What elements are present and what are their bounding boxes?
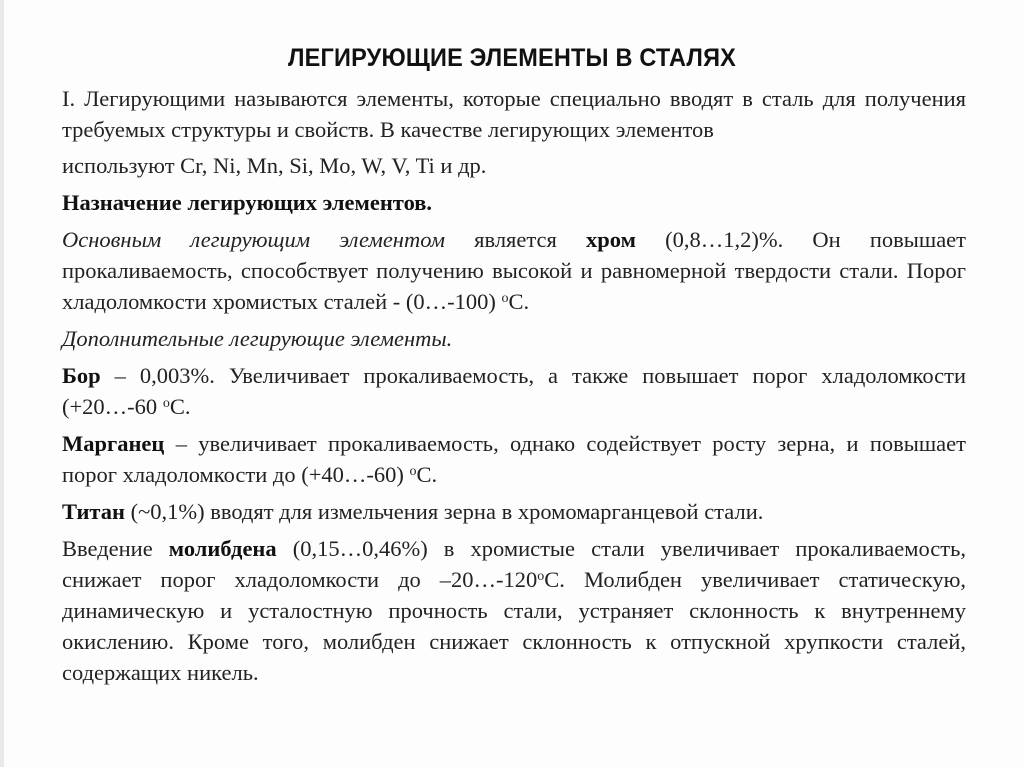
chrome-paragraph — [62, 224, 966, 317]
slide-title: ЛЕГИРУЮЩИЕ ЭЛЕМЕНТЫ В СТАЛЯХ — [287, 44, 737, 72]
molybdenum-name: молибдена — [168, 536, 277, 561]
boron-degree: о — [162, 396, 170, 411]
titanium-paragraph — [62, 496, 966, 527]
manganese-text: – увеличивает прокаливаемость, однако содействует росту зерна, и повышает порог хладоломкости до (+40…-60) — [62, 431, 966, 487]
molybdenum-degree: о — [537, 569, 545, 584]
molybdenum-text-2: С. Молибден увеличивает статическую, динамическую и усталостную прочность стали, устраняет склонность к внутреннему окислению. Кроме того, молибден снижает склонность к отпускной хрупкости сталей, содержащих никель. — [62, 567, 966, 685]
molybdenum-lead: Введение — [62, 536, 169, 561]
additional-heading: Дополнительные легирующие элементы. — [62, 326, 453, 351]
chrome-is: является — [444, 227, 586, 252]
chrome-text: (0,8…1,2)%. Он повышает прокаливаемость, способствует получению высокой и равномерной твердости стали. Порог хладоломкости хромистых сталей - (0…-100) — [62, 227, 966, 314]
molybdenum-paragraph — [62, 533, 966, 688]
boron-unit: С. — [169, 394, 191, 419]
molybdenum-text-1: (0,15…0,46%) в хромистые стали увеличивает прокаливаемость, снижает порог хладоломкости до –20…-120 — [62, 536, 966, 592]
slide-body — [62, 83, 966, 694]
boron-paragraph — [62, 360, 966, 422]
titanium-text: (~0,1%) вводят для измельчения зерна в хромомарганцевой стали. — [124, 499, 764, 524]
boron-name: Бор — [62, 363, 101, 388]
slide-left-edge — [0, 0, 4, 767]
intro-paragraph — [62, 83, 966, 145]
chrome-unit: С. — [508, 289, 530, 314]
chrome-degree: о — [501, 291, 509, 306]
manganese-paragraph — [62, 428, 966, 490]
manganese-degree: о — [409, 464, 417, 479]
intro-text: I. Легирующими называются элементы, которые специально вводят в сталь для получения требуемых структуры и свойств. В качестве легирующих элементов — [62, 86, 966, 142]
boron-text: – 0,003%. Увеличивает прокаливаемость, а также повышает порог хладоломкости (+20…-60 — [62, 363, 966, 419]
manganese-unit: С. — [416, 462, 438, 487]
chrome-name: хром — [586, 227, 636, 252]
intro-elements-text: используют Cr, Ni, Mn, Si, Mo, W, V, Ti и др. — [62, 153, 487, 178]
titanium-name: Титан — [62, 499, 125, 524]
chrome-lead: Основным легирующим элементом — [62, 227, 445, 252]
manganese-name: Марганец — [62, 431, 165, 456]
intro-elements-line — [62, 150, 966, 181]
purpose-heading: Назначение легирующих элементов. — [62, 190, 433, 215]
